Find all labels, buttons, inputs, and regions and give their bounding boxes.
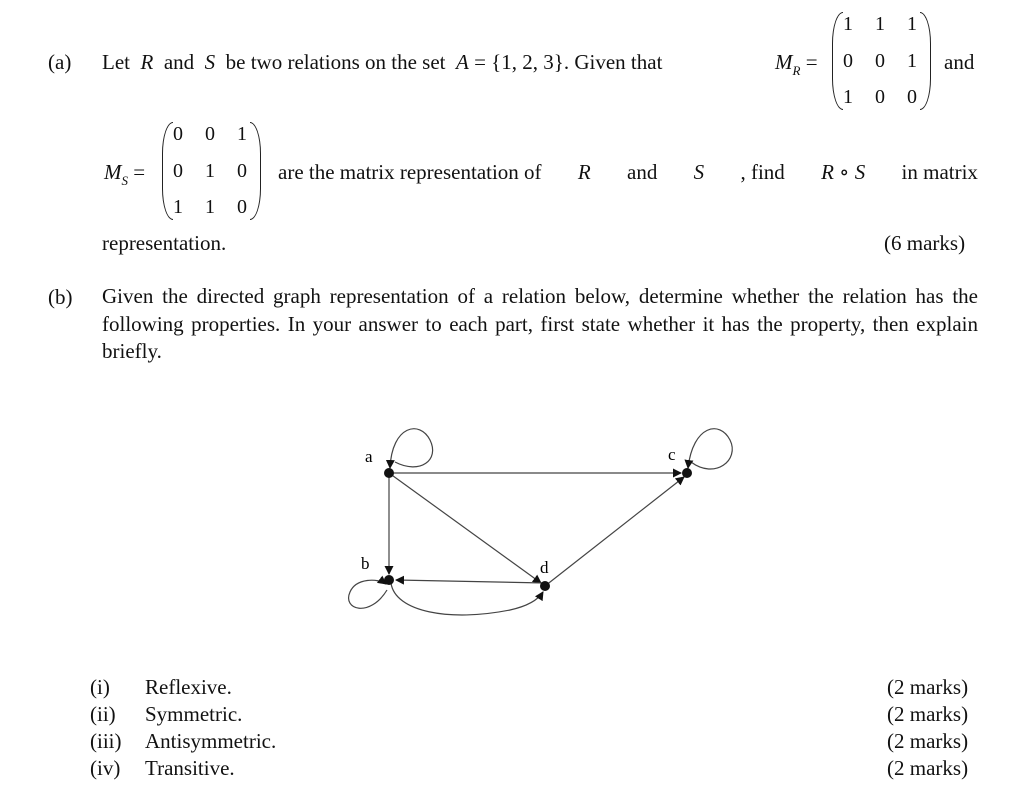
matrix-r-cell: 0 (875, 86, 885, 108)
part-a-label: (a) (48, 50, 72, 74)
part-a-line1: Let R and S be two relations on the set A = {1, 2, 3}. Given that (102, 50, 663, 74)
edge-d-b (396, 580, 545, 583)
node-c (682, 468, 692, 478)
matrix-s-cell: 0 (205, 123, 215, 145)
part-b-text: Given the directed graph representation of a relation below, determine whether the relation has the following properties. In your answer to each part, first state whether it has the property, then explain briefly. (102, 284, 978, 363)
item-marks: (2 marks) (887, 729, 969, 753)
loop-b (349, 580, 387, 608)
item-marks: (2 marks) (887, 702, 969, 726)
item-text: Antisymmetric. (145, 729, 277, 753)
matrix-r-symbol: $M_R$ = (775, 50, 818, 78)
item-num: (iii) (90, 729, 122, 753)
and-word: and (944, 50, 975, 74)
loop-a (390, 429, 433, 468)
node-label-a: a (365, 447, 373, 466)
matrix-r-cell: 1 (843, 86, 853, 108)
item-num: (i) (90, 675, 110, 699)
matrix-s-cell: 1 (173, 196, 183, 218)
item-num: (iv) (90, 756, 121, 780)
matrix-s-cell: 0 (237, 160, 247, 182)
matrix-s-cell: 1 (205, 196, 215, 218)
item-marks: (2 marks) (887, 675, 969, 699)
matrix-s-cell: 0 (173, 123, 183, 145)
edge-b-d (391, 583, 543, 615)
matrix-s-cell: 1 (205, 160, 215, 182)
matrix-r-cell: 0 (843, 50, 853, 72)
part-a-line2: are the matrix representation of R and S , find R ∘ S in matrix (278, 160, 978, 184)
node-label-b: b (361, 554, 370, 573)
node-a (384, 468, 394, 478)
matrix-r-cell: 1 (907, 13, 917, 35)
matrix-r-cell: 0 (907, 86, 917, 108)
part-a-line3: representation. (102, 231, 227, 255)
matrix-r-cell: 1 (875, 13, 885, 35)
item-marks: (2 marks) (887, 756, 969, 780)
matrix-s-symbol: $M_S$ = (104, 160, 146, 188)
matrix-r-cell: 1 (843, 13, 853, 35)
item-num: (ii) (90, 702, 116, 726)
matrix-r-cell: 1 (907, 50, 917, 72)
loop-c (688, 429, 732, 469)
node-label-d: d (540, 558, 549, 577)
item-text: Symmetric. (145, 702, 243, 726)
matrix-r-cell: 0 (875, 50, 885, 72)
matrix-s-cell: 0 (173, 160, 183, 182)
node-label-c: c (668, 445, 676, 464)
part-b-label: (b) (48, 285, 73, 309)
item-text: Transitive. (145, 756, 235, 780)
matrix-s-cell: 1 (237, 123, 247, 145)
node-b (384, 575, 394, 585)
item-text: Reflexive. (145, 675, 232, 699)
node-d (540, 581, 550, 591)
part-a-marks: (6 marks) (884, 231, 966, 255)
edge-a-d (389, 473, 541, 583)
edge-d-c (545, 477, 684, 586)
matrix-s-cell: 0 (237, 196, 247, 218)
